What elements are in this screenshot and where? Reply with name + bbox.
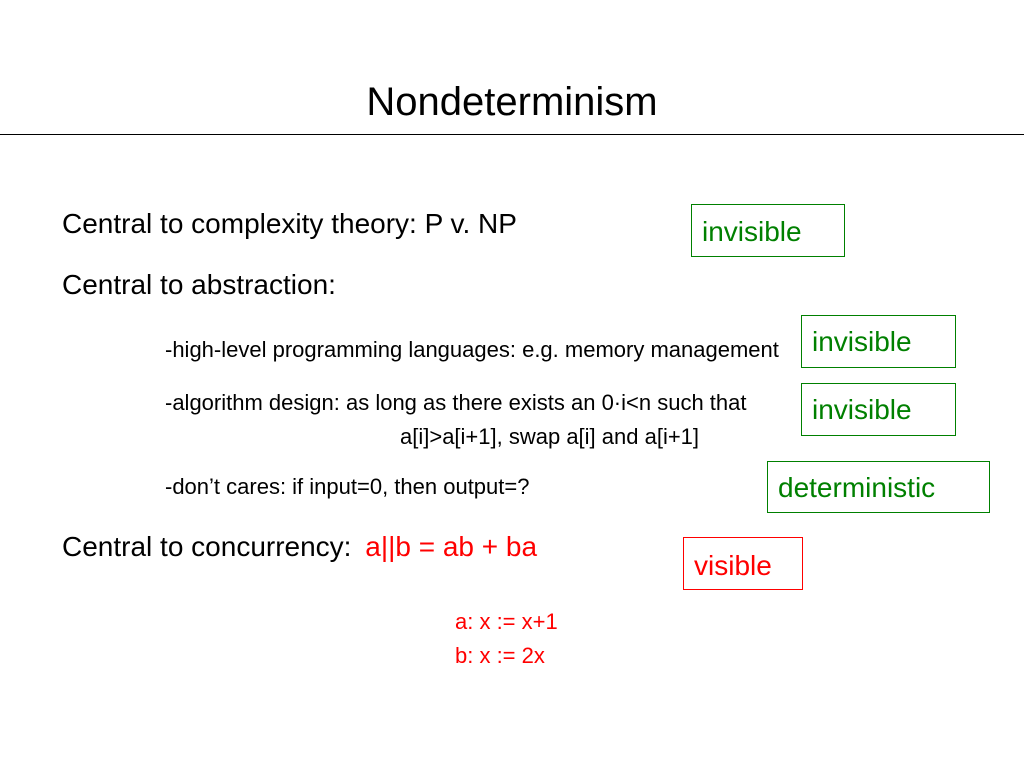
title-divider — [0, 134, 1024, 135]
concurrency-label: Central to concurrency: — [62, 531, 352, 562]
label-box-visible: visible — [683, 537, 803, 590]
slide-title: Nondeterminism — [366, 80, 658, 124]
sub-bullet-algorithm-design-cont: a[i]>a[i+1], swap a[i] and a[i+1] — [400, 424, 700, 449]
sub-bullet-programming-languages: -high-level programming languages: e.g. memory management — [165, 337, 779, 362]
bullet-concurrency — [62, 530, 537, 564]
label-box-deterministic: deterministic — [767, 461, 990, 513]
sub-bullet-dont-cares: -don’t cares: if input=0, then output=? — [165, 474, 530, 499]
label-box-invisible-memory: invisible — [801, 315, 956, 368]
code-line-b: b: x := 2x — [455, 643, 545, 668]
label-box-invisible-complexity: invisible — [691, 204, 845, 257]
sub-bullet-algorithm-design: -algorithm design: as long as there exists an 0·i<n such that — [165, 390, 747, 415]
code-line-a: a: x := x+1 — [455, 609, 558, 634]
bullet-complexity-theory: Central to complexity theory: P v. NP — [62, 208, 517, 239]
label-box-invisible-algorithm: invisible — [801, 383, 956, 436]
concurrency-formula: a||b = ab + ba — [365, 531, 538, 562]
bullet-abstraction: Central to abstraction: — [62, 269, 336, 300]
